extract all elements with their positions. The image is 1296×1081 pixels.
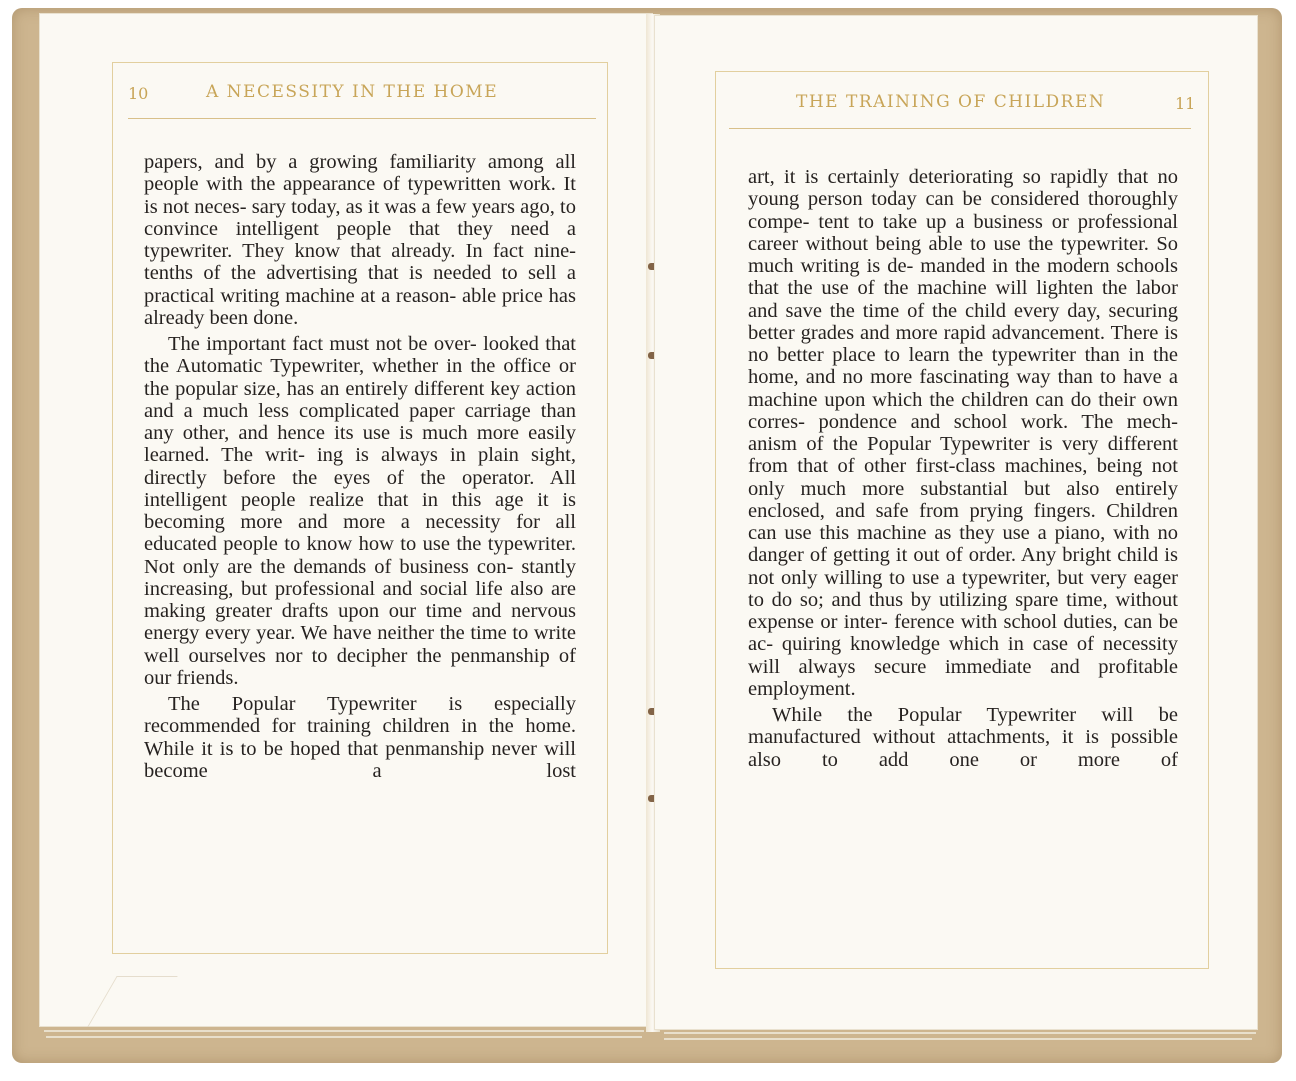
page-edge xyxy=(46,1036,642,1038)
left-page xyxy=(40,14,652,1026)
body-text xyxy=(144,151,576,782)
running-head: THE TRAINING OF CHILDREN xyxy=(796,92,1106,112)
page-number: 10 xyxy=(128,84,149,103)
corner-crease xyxy=(87,976,177,1027)
running-head: A NECESSITY IN THE HOME xyxy=(206,82,499,102)
header-rule xyxy=(128,118,596,119)
paragraph: papers, and by a growing familiarity among all people with the appearance of typewritten work. It is not neces- sary today, as it was a few years ago, to convince intelligent people that they need a typewriter. They know that already. In fact nine-tenths of the advertising that is needed to sell a practical writing machine at a reason- able price has already been done. xyxy=(144,151,576,329)
right-page xyxy=(655,16,1257,1029)
paragraph: The important fact must not be over- looked that the Automatic Typewriter, whether in the office or the popular size, has an entirely different key action and a much less complicated paper carriage than any other, and hence its use is much more easily learned. The writ- ing is always in plain sight, directly before the eyes of the operator. All intelligent people realize that in this age it is becoming more and more a necessity for all educated people to know how to use the typewriter. Not only are the demands of business con- stantly increasing, but professional and social life also are making greater drafts upon our time and nervous energy every year. We have neither the time to write well ourselves nor to decipher the penmanship of our friends. xyxy=(144,333,576,689)
page-edge xyxy=(664,1038,1252,1040)
header-rule xyxy=(729,128,1191,129)
paragraph: The Popular Typewriter is especially recommended for training children in the home. While it is to be hoped that penmanship never will become a lost xyxy=(144,693,576,782)
page-edge xyxy=(664,1032,1256,1034)
paragraph: While the Popular Typewriter will be manufactured without attachments, it is possible also to add one or more of xyxy=(748,704,1178,771)
page-edge xyxy=(44,1030,644,1032)
page-number: 11 xyxy=(1175,94,1196,113)
body-text xyxy=(748,166,1178,771)
paragraph: art, it is certainly deteriorating so rapidly that no young person today can be considered thoroughly compe- tent to take up a business or professional career without being able to use the typewriter. So much writing is de- manded in the modern schools that the use of the machine will lighten the labor and save the time of the child every day, securing better grades and more rapid advancement. There is no better place to learn the typewriter than in the home, and no more fascinating way than to have a machine upon which the children can do their own corres- pondence and school work. The mech- anism of the Popular Typewriter is very different from that of other first-class machines, being not only much more substantial but also entirely enclosed, and safe from prying fingers. Children can use this machine as they use a piano, with no danger of getting it out of order. Any bright child is not only willing to use a typewriter, but very eager to do so; and thus by utilizing spare time, without expense or inter- ference with school duties, can be ac- quiring knowledge which in case of necessity will always secure immediate and profitable employment. xyxy=(748,166,1178,700)
